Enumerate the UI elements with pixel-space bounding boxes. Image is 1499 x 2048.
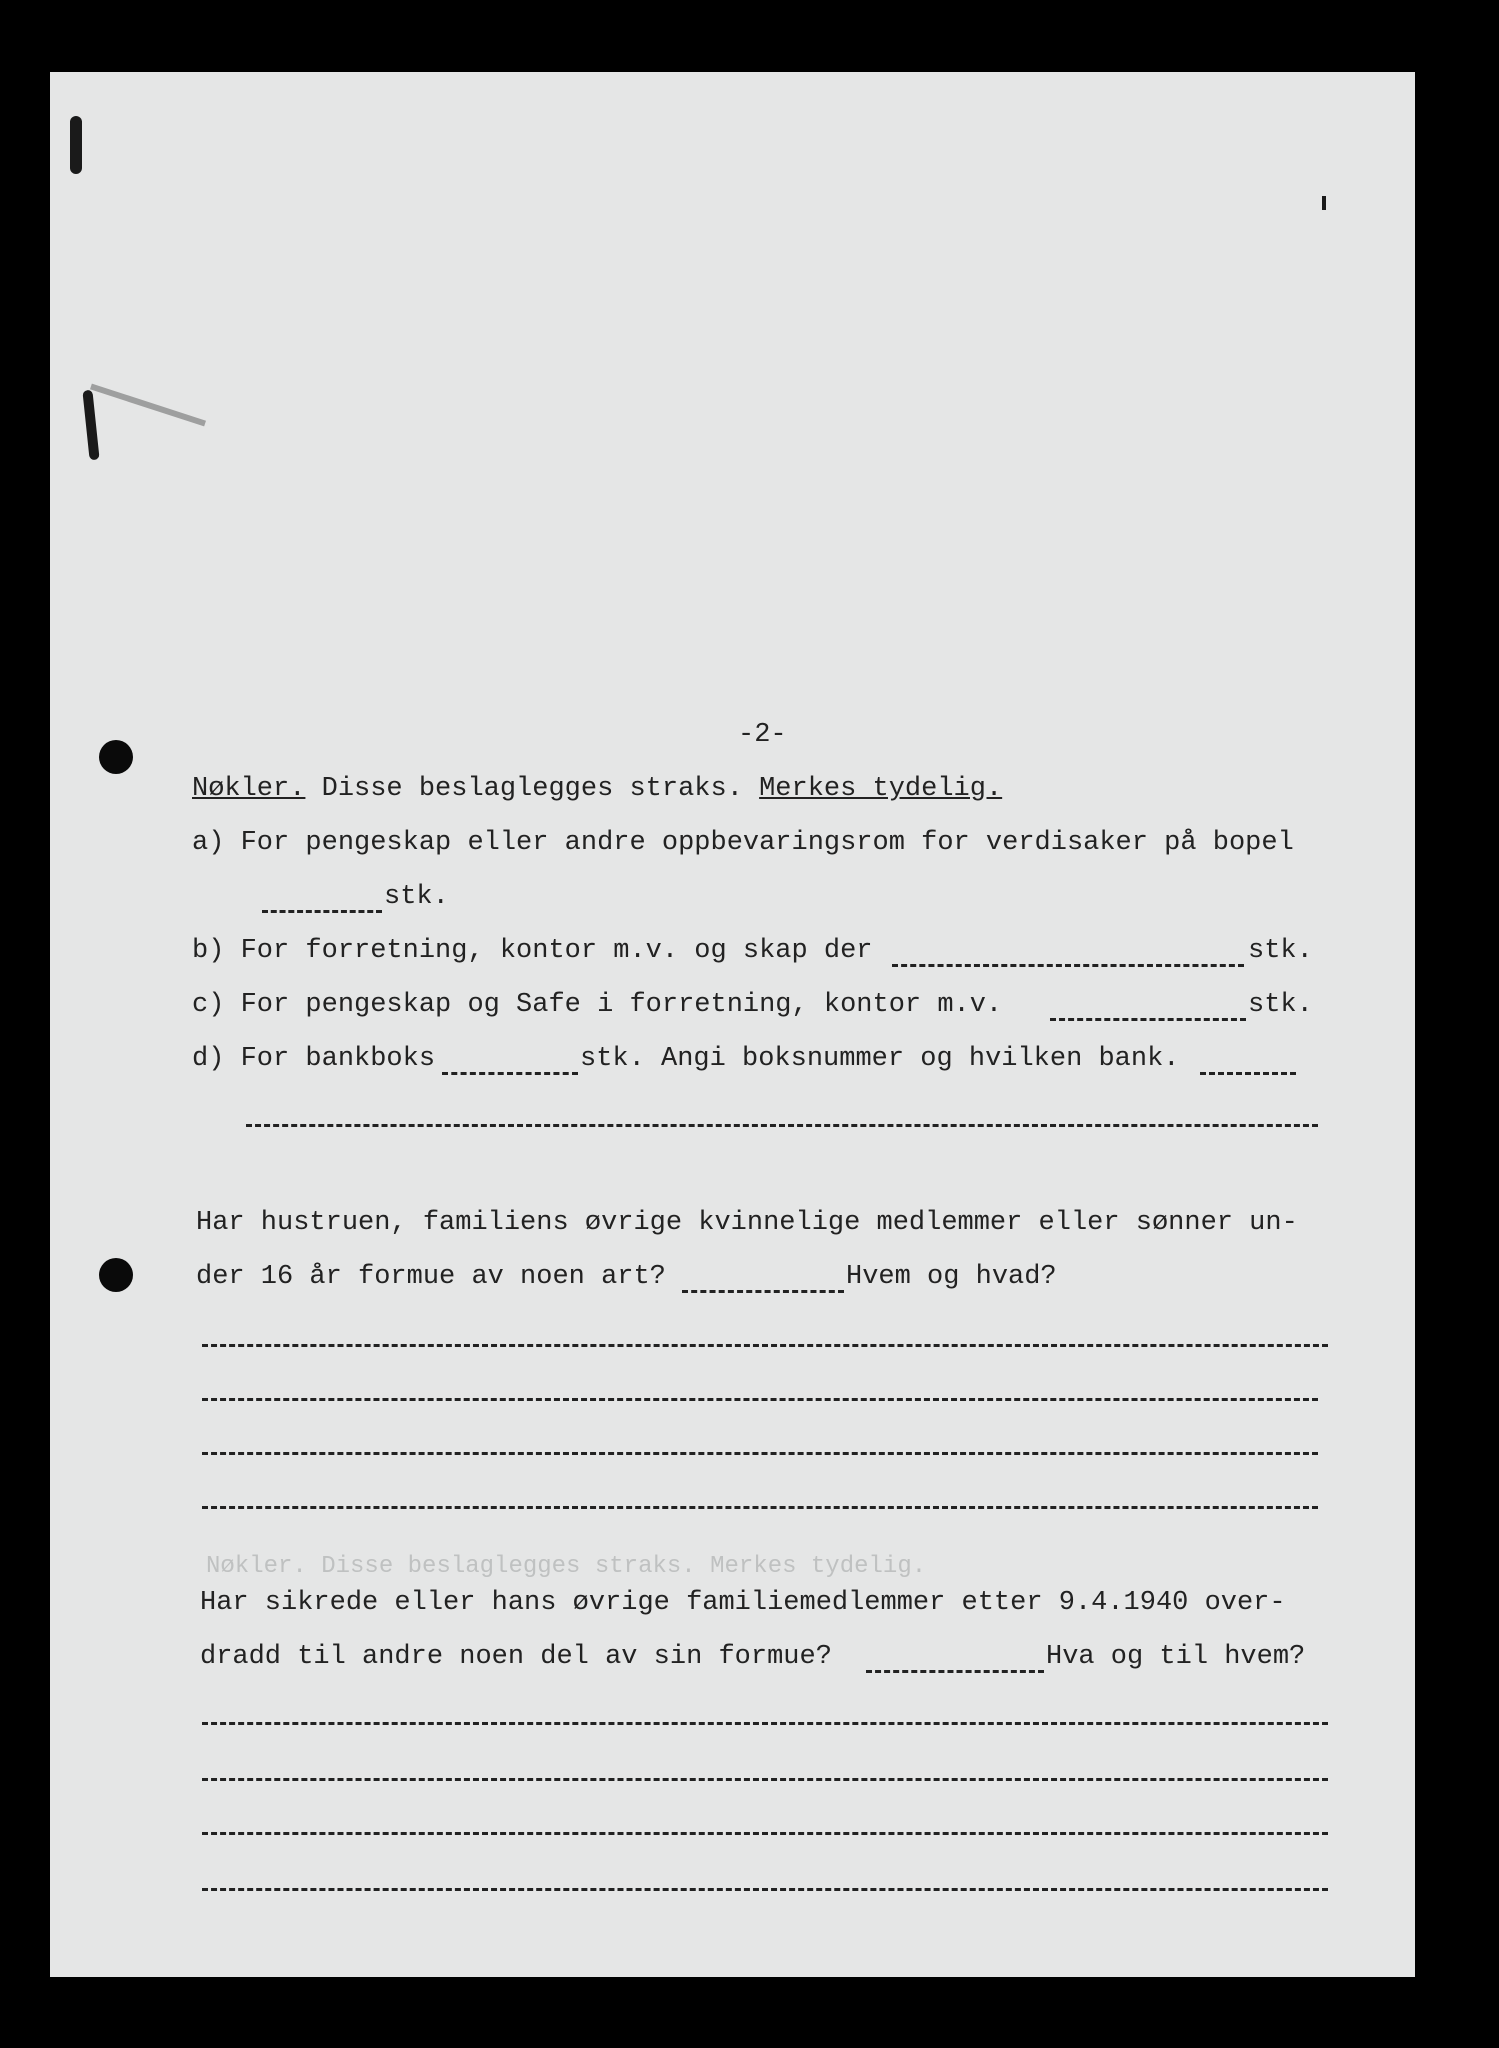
item-c bbox=[192, 988, 1002, 1022]
item-a-suffix: stk. bbox=[384, 882, 449, 912]
item-c-text: For pengeskap og Safe i forretning, kontor m.v. bbox=[240, 990, 1003, 1020]
answer-line-q1-3 bbox=[202, 1452, 1318, 1455]
blank-field-d-count bbox=[442, 1072, 578, 1075]
blank-field-d-bank bbox=[1200, 1072, 1296, 1075]
answer-line-q1-4 bbox=[202, 1506, 1318, 1509]
punch-hole-lower bbox=[99, 1258, 133, 1292]
heading-emphasis: Merkes tydelig. bbox=[759, 774, 1003, 804]
ink-mark-middle bbox=[82, 390, 99, 461]
question-2-line-2-start: dradd til andre noen del av sin formue? bbox=[200, 1642, 832, 1672]
blank-field-b bbox=[892, 964, 1244, 967]
heading-label: Nøkler. bbox=[192, 774, 306, 804]
ink-tick-right bbox=[1322, 196, 1326, 210]
section-heading bbox=[192, 772, 1002, 806]
answer-line-q2-1 bbox=[202, 1722, 1328, 1725]
question-2-line-1: Har sikrede eller hans øvrige familiemedlemmer etter 9.4.1940 over- bbox=[200, 1588, 1286, 1618]
item-b-text: For forretning, kontor m.v. og skap der bbox=[240, 936, 873, 966]
question-1-line-1: Har hustruen, familiens øvrige kvinnelige medlemmer eller sønner un- bbox=[196, 1208, 1298, 1238]
item-d bbox=[192, 1042, 435, 1076]
ink-mark-top bbox=[70, 116, 82, 174]
punch-hole-upper bbox=[99, 740, 133, 774]
item-b bbox=[192, 934, 873, 968]
answer-line-q1-1 bbox=[202, 1344, 1328, 1347]
item-a-label: a) bbox=[192, 828, 225, 858]
item-b-label: b) bbox=[192, 936, 225, 966]
bleed-through-text: Nøkler. Disse beslaglegges straks. Merkes tydelig. bbox=[206, 1553, 927, 1580]
item-b-suffix: stk. bbox=[1248, 936, 1313, 966]
item-c-suffix: stk. bbox=[1248, 990, 1313, 1020]
item-a bbox=[192, 826, 1294, 860]
item-d-middle: stk. Angi boksnummer og hvilken bank. bbox=[580, 1044, 1180, 1074]
ink-smear bbox=[90, 384, 206, 427]
document-page bbox=[50, 72, 1415, 1977]
blank-field-q2 bbox=[866, 1670, 1044, 1673]
item-a-text: For pengeskap eller andre oppbevaringsrom for verdisaker på bopel bbox=[240, 828, 1294, 858]
blank-field-a bbox=[262, 910, 382, 913]
page-number: -2- bbox=[738, 720, 787, 750]
answer-line-q2-4 bbox=[202, 1888, 1328, 1891]
answer-line-q1-2 bbox=[202, 1398, 1318, 1401]
answer-line-q2-2 bbox=[202, 1778, 1328, 1781]
blank-field-q1 bbox=[682, 1290, 844, 1293]
blank-field-c bbox=[1050, 1018, 1246, 1021]
question-2-line-2-end: Hva og til hvem? bbox=[1046, 1642, 1306, 1672]
answer-line-q2-3 bbox=[202, 1832, 1328, 1835]
item-d-label: d) bbox=[192, 1044, 225, 1074]
blank-line-d bbox=[246, 1124, 1318, 1127]
item-c-label: c) bbox=[192, 990, 225, 1020]
question-1-line-2-end: Hvem og hvad? bbox=[846, 1262, 1057, 1292]
item-d-text: For bankboks bbox=[240, 1044, 436, 1074]
heading-intro: Disse beslaglegges straks. bbox=[321, 774, 743, 804]
question-1-line-2-start: der 16 år formue av noen art? bbox=[196, 1262, 666, 1292]
